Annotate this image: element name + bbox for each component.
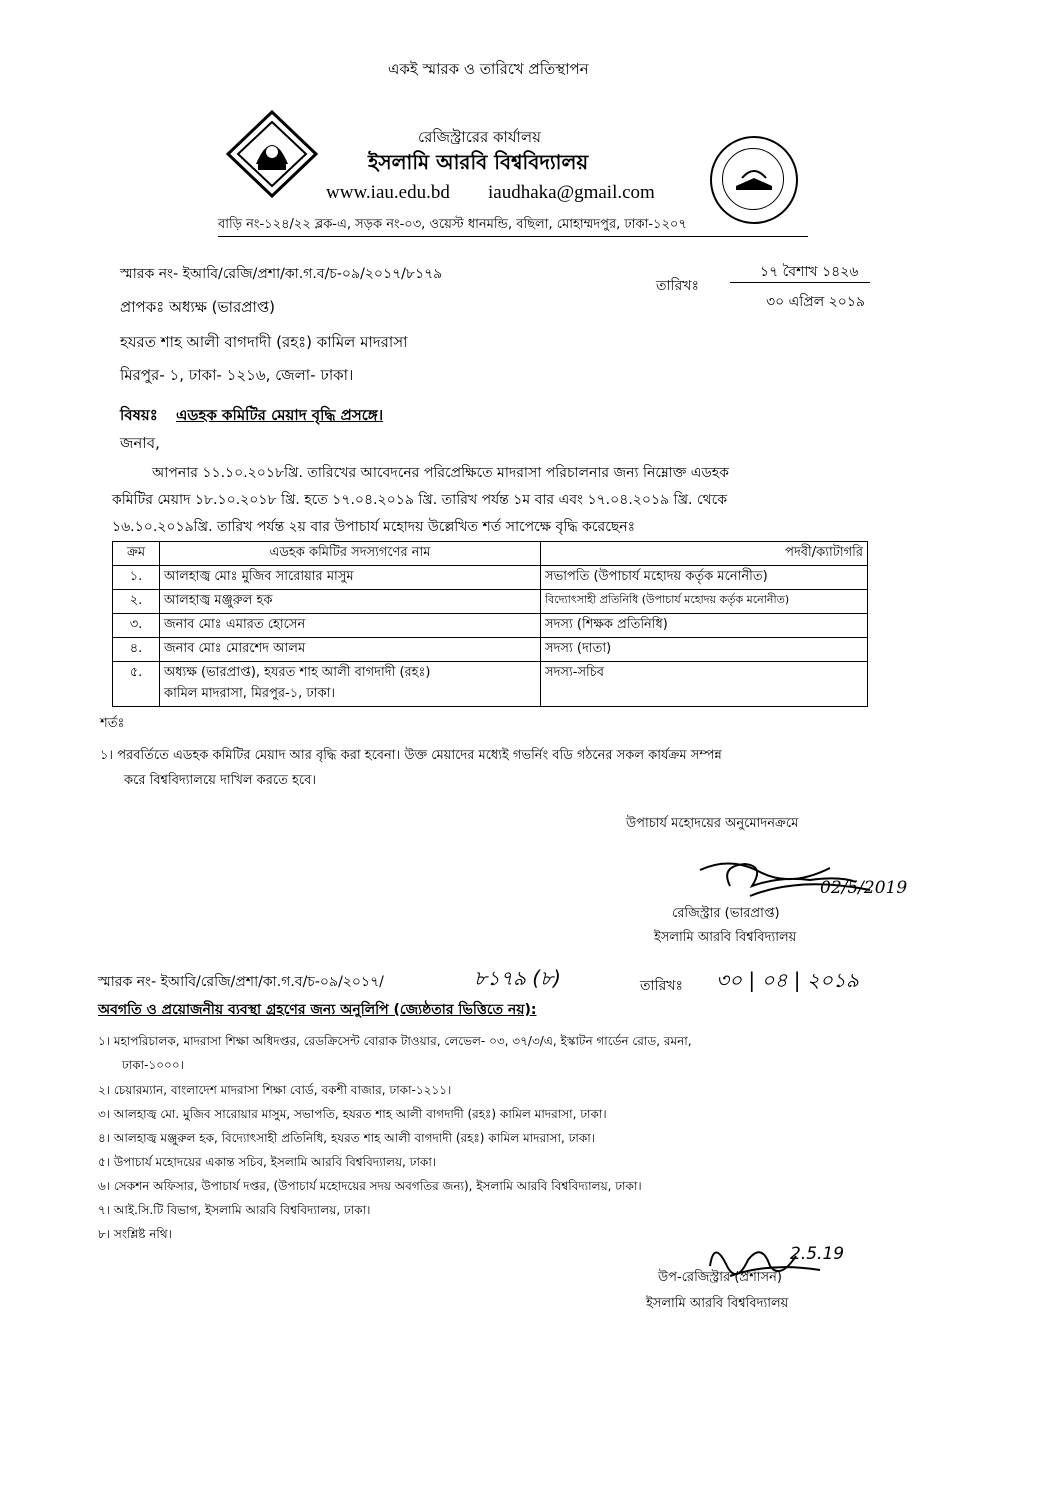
copy-item: ২। চেয়ারম্যান, বাংলাদেশ মাদরাসা শিক্ষা বোর্ড, বকশী বাজার, ঢাকা-১২১১। [98, 1083, 452, 1097]
condition-line-2: করে বিশ্ববিদ্যালয়ে দাখিল করতে হবে। [124, 773, 316, 788]
row-serial: ৩. [113, 614, 160, 638]
university-seal [710, 136, 798, 224]
row-designation: সদস্য (শিক্ষক প্রতিনিধি) [541, 614, 868, 638]
office-name: রেজিস্ট্রারের কার্যালয় [418, 128, 541, 146]
university-name: ইসলামি আরবি বিশ্ববিদ্যালয় [368, 150, 589, 174]
recipient-line-1: প্রাপকঃ অধ্যক্ষ (ভারপ্রাপ্ত) [120, 298, 276, 316]
recipient-line-3: মিরপুর- ১, ঢাকা- ১২১৬, জেলা- ঢাকা। [120, 366, 354, 384]
header-designation: পদবী/ক্যাটাগরি [541, 542, 868, 566]
memo-ref: স্মারক নং- ইআবি/রেজি/প্রশা/কা.গ.ব/চ-০৯/২০১৭/৮১৭৯ [120, 266, 443, 282]
signature-1-org: ইসলামি আরবি বিশ্ববিদ্যালয় [654, 930, 797, 945]
copy-item: ৮। সংশ্লিষ্ট নথি। [98, 1227, 172, 1241]
signature-2-date: 2.5.19 [790, 1244, 845, 1264]
row-member-name: আলহাজ্ব মোঃ মুজিব সারোয়ার মাসুম [160, 566, 541, 590]
copy-item: ৬। সেকশন অফিসার, উপাচার্য দপ্তর, (উপাচার্য মহোদয়ের সদয় অবগতির জন্য), ইসলামি আরবি বিশ্ববিদ্যালয়, ঢাকা। [98, 1179, 642, 1193]
row-member-name: আলহাজ্ব মঞ্জুরুল হক [160, 590, 541, 614]
subject-text: এডহক কমিটির মেয়াদ বৃদ্ধি প্রসঙ্গে। [176, 406, 384, 424]
signature-1-title: রেজিস্ট্রার (ভারপ্রাপ্ত) [672, 906, 780, 921]
header-address: বাড়ি নং-১২৪/২২ ব্লক-এ, সড়ক নং-০৩, ওয়েস্ট ধানমন্ডি, বছিলা, মোহাম্মদপুর, ঢাকা-১২০৭ [218, 217, 687, 232]
header-divider [218, 236, 808, 237]
row-serial: ৫. [113, 662, 160, 707]
row-serial: ১. [113, 566, 160, 590]
replacement-note: একই স্মারক ও তারিখে প্রতিস্থাপন [388, 60, 589, 78]
table-header-row [113, 542, 868, 566]
date-bangla: ১৭ বৈশাখ ১৪২৬ [760, 264, 859, 280]
row-serial: ২. [113, 590, 160, 614]
copy-heading: অবগতি ও প্রয়োজনীয় ব্যবস্থা গ্রহণের জন্য অনুলিপি (জ্যেষ্ঠতার ভিত্তিতে নয়): [98, 1002, 537, 1018]
subject-label: বিষয়ঃ [120, 406, 158, 424]
date-english: ৩০ এপ্রিল ২০১৯ [766, 294, 866, 310]
copy-item: ৪। আলহাজ্ব মঞ্জুরুল হক, বিদ্যোৎসাহী প্রতিনিধি, হযরত শাহ আলী বাগদাদী (রহঃ) কামিল মাদরাসা, ঢাকা। [98, 1131, 596, 1145]
approval-note: উপাচার্য মহোদয়ের অনুমোদনক্রমে [626, 816, 799, 831]
row-member-name-line-1: অধ্যক্ষ (ভারপ্রাপ্ত), হযরত শাহ আলী বাগদাদী (রহঃ) [164, 665, 431, 680]
memo-2-ref-handwritten: ৮১৭৯ (৮) [474, 966, 561, 990]
memo-2-date-handwritten: ৩০ | ০৪ | ২০১৯ [716, 968, 859, 992]
row-serial: ৪. [113, 638, 160, 662]
condition-line-1: ১। পরবর্তিতে এডহক কমিটির মেয়াদ আর বৃদ্ধি করা হবেনা। উক্ত মেয়াদের মধ্যেই গভর্নিং বডি গঠনের সকল কার্যক্রম সম্পন্ন [100, 748, 722, 763]
row-member-name [160, 662, 541, 707]
body-line-2: কমিটির মেয়াদ ১৮.১০.২০১৮ খ্রি. হতে ১৭.০৪.২০১৯ খ্রি. তারিখ পর্যন্ত ১ম বার এবং ১৭.০৪.২০১৯ খ্রি. থেকে [112, 492, 728, 508]
salutation: জনাব, [120, 434, 160, 452]
table-row [113, 662, 868, 707]
copy-item: ৫। উপাচার্য মহোদয়ের একান্ত সচিব, ইসলামি আরবি বিশ্ববিদ্যালয়, ঢাকা। [98, 1155, 437, 1169]
committee-table [112, 541, 868, 707]
memo-2-ref: স্মারক নং- ইআবি/রেজি/প্রশা/কা.গ.ব/চ-০৯/২০১৭/ [98, 974, 384, 990]
university-logo [224, 108, 320, 200]
header-serial: ক্রম [113, 542, 160, 566]
signature-2-org: ইসলামি আরবি বিশ্ববিদ্যালয় [646, 1296, 789, 1311]
row-designation: বিদ্যোৎসাহী প্রতিনিধি (উপাচার্য মহোদয় কর্তৃক মনোনীত) [541, 590, 868, 614]
table-row [113, 590, 868, 614]
copy-item-continued: ঢাকা-১০০০। [122, 1058, 184, 1072]
date-divider [730, 282, 870, 283]
signature-2-title: উপ-রেজিস্ট্রার (প্রশাসন) [658, 1270, 782, 1285]
row-member-name-line-2: কামিল মাদরাসা, মিরপুর-১, ঢাকা। [164, 686, 336, 701]
row-member-name: জনাব মোঃ এমারত হোসেন [160, 614, 541, 638]
table-row [113, 566, 868, 590]
body-line-1: আপনার ১১.১০.২০১৮খ্রি. তারিখের আবেদনের পরিপ্রেক্ষিতে মাদরাসা পরিচালনার জন্য নিম্নোক্ত এডহক [152, 465, 729, 481]
copy-item: ৩। আলহাজ্ব মো. মুজিব সারোয়ার মাসুম, সভাপতি, হযরত শাহ আলী বাগদাদী (রহঃ) কামিল মাদরাসা, ঢাকা। [98, 1107, 607, 1121]
copy-item: ৭। আই.সি.টি বিভাগ, ইসলামি আরবি বিশ্ববিদ্যালয়, ঢাকা। [98, 1203, 371, 1217]
row-designation: সভাপতি (উপাচার্য মহোদয় কর্তৃক মনোনীত) [541, 566, 868, 590]
row-member-name: জনাব মোঃ মোরশেদ আলম [160, 638, 541, 662]
body-line-3: ১৬.১০.২০১৯খ্রি. তারিখ পর্যন্ত ২য় বার উপাচার্য মহোদয় উল্লেখিত শর্ত সাপেক্ষে বৃদ্ধি করেছেনঃ [112, 519, 636, 535]
row-designation: সদস্য (দাতা) [541, 638, 868, 662]
header-member-name: এডহক কমিটির সদস্যগণের নাম [160, 542, 541, 566]
date-label: তারিখঃ [656, 278, 699, 294]
condition-label: শর্তঃ [100, 716, 125, 731]
table-row [113, 638, 868, 662]
row-designation: সদস্য-সচিব [541, 662, 868, 707]
website-link[interactable]: www.iau.edu.bd [326, 182, 450, 203]
recipient-line-2: হযরত শাহ আলী বাগদাদী (রহঃ) কামিল মাদরাসা [120, 333, 408, 351]
memo-2-date-label: তারিখঃ [640, 978, 683, 994]
signature-1-date: 02/5/2019 [820, 878, 908, 898]
copy-item: ১। মহাপরিচালক, মাদরাসা শিক্ষা অধিদপ্তর, রেডক্রিসেন্ট বোরাক টাওয়ার, লেভেল- ০৩, ৩৭/৩/এ, ইস্কাটন গার্ডেন রোড, রমনা, [98, 1034, 692, 1048]
email-link[interactable]: iaudhaka@gmail.com [488, 182, 655, 203]
table-row [113, 614, 868, 638]
